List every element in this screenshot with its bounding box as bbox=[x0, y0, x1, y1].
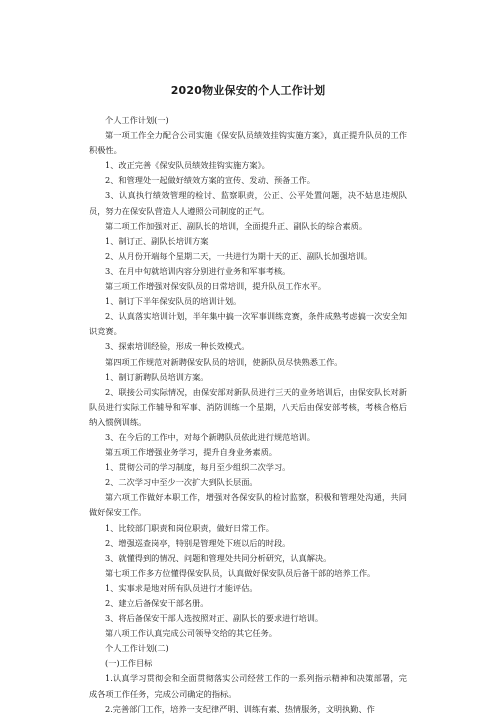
paragraph: 1、制订正、副队长培训方案 bbox=[105, 235, 209, 246]
document-body bbox=[89, 113, 407, 717]
paragraph: 2、建立后备保安干部名册。 bbox=[105, 598, 209, 608]
paragraph: (一)工作目标 bbox=[105, 658, 153, 669]
paragraph: 1、比较部门职责和岗位职责，做好日常工作。 bbox=[105, 522, 274, 533]
paragraph: 2、增强巡查岗亭，特别是管理处下班以后的时段。 bbox=[105, 537, 291, 548]
paragraph: 第三项工作增强对保安队员的日常培训，提升队员工作水平。 bbox=[105, 281, 327, 292]
paragraph: 第七项工作多方位懂得保安队员，认真做好保安队员后备干部的培养工作。 bbox=[105, 567, 376, 578]
paragraph: 第二项工作加强对正、副队长的培训，全面提升正、副队长的综合素质。 bbox=[105, 220, 368, 231]
paragraph: 3、在今后的工作中，对每个新聘队员依此进行规范培训。 bbox=[105, 431, 315, 442]
paragraph: 第四项工作规范对新聘保安队员的培训，使新队员尽快熟悉工作。 bbox=[105, 356, 343, 367]
paragraph: 2、认真落实培训计划，半年集中搞一次军事训练竞赛，条件成熟考虑搞一次安全知识竞赛。 bbox=[89, 311, 407, 337]
paragraph: 3、就懂得到的情况、问题和管理处共同分析研究，认真解决。 bbox=[105, 552, 332, 563]
paragraph: 2、从月份开端每个星期二天，一共进行为期十天的正、副队长加强培训。 bbox=[105, 250, 373, 261]
paragraph: 1、制订下半年保安队员的培训计划。 bbox=[105, 296, 242, 307]
paragraph: 3、在月中旬就培训内容分别进行业务和军事考核。 bbox=[105, 265, 291, 276]
paragraph: 2、联接公司实际情况，由保安部对新队员进行三天的业务培训后，由保安队长对新队员进行实际工作辅导和军事、消防训练一个星期，八天后由保安部考核，考核合格后纳入惯例训练。 bbox=[89, 386, 407, 427]
paragraph: 1、贯彻公司的学习制度，每月至少组织二次学习。 bbox=[105, 462, 291, 473]
paragraph: 个人工作计划(一) bbox=[105, 115, 169, 125]
paragraph: 1、实事求是地对所有队员进行才能评估。 bbox=[105, 582, 258, 593]
paragraph: 第一项工作全力配合公司实施《保安队员绩效挂钩实施方案》，真正提升队员的工作积极性。 bbox=[89, 130, 407, 156]
paragraph: 第六项工作做好本职工作，增强对各保安队的检讨监察，积极和管理处沟通，共同做好保安工作。 bbox=[89, 492, 407, 518]
paragraph: 个人工作计划(二) bbox=[105, 643, 169, 654]
paragraph: 第八项工作认真完成公司领导交给的其它任务。 bbox=[105, 628, 277, 639]
paragraph: 3、认真执行绩效管理的检讨、监察职责，公正、公平处置问题，决不姑息违规队员，努力在保安队营造人人遵照公司制度的正气。 bbox=[89, 190, 407, 216]
paragraph: 1、制订新聘队员培训方案。 bbox=[105, 371, 209, 382]
paragraph: 第五项工作增强业务学习，提升自身业务素质。 bbox=[105, 447, 277, 458]
paragraph: 2.完善部门工作，培养一支纪律严明、训练有素、热情服务，文明执勤、作 bbox=[105, 703, 375, 714]
paragraph: 1.认真学习贯彻会和全面贯彻落实公司经营工作的一系列指示精神和决策部署，完成各项工作任务，完成公司确定的指标。 bbox=[89, 673, 407, 699]
paragraph: 3、将后备保安干部人选按照对正、副队长的要求进行培训。 bbox=[105, 613, 324, 624]
document-title: 2020物业保安的个人工作计划 bbox=[170, 84, 326, 97]
paragraph: 1、改正完善《保安队员绩效挂钩实施方案》。 bbox=[105, 160, 270, 171]
paragraph: 2、二次学习中至少一次扩大到队长层面。 bbox=[105, 477, 258, 488]
paragraph: 2、和管理处一起做好绩效方案的宣传、发动、预备工作。 bbox=[105, 175, 315, 186]
paragraph: 3、探索培训经验，形成一种长效模式。 bbox=[105, 341, 250, 352]
